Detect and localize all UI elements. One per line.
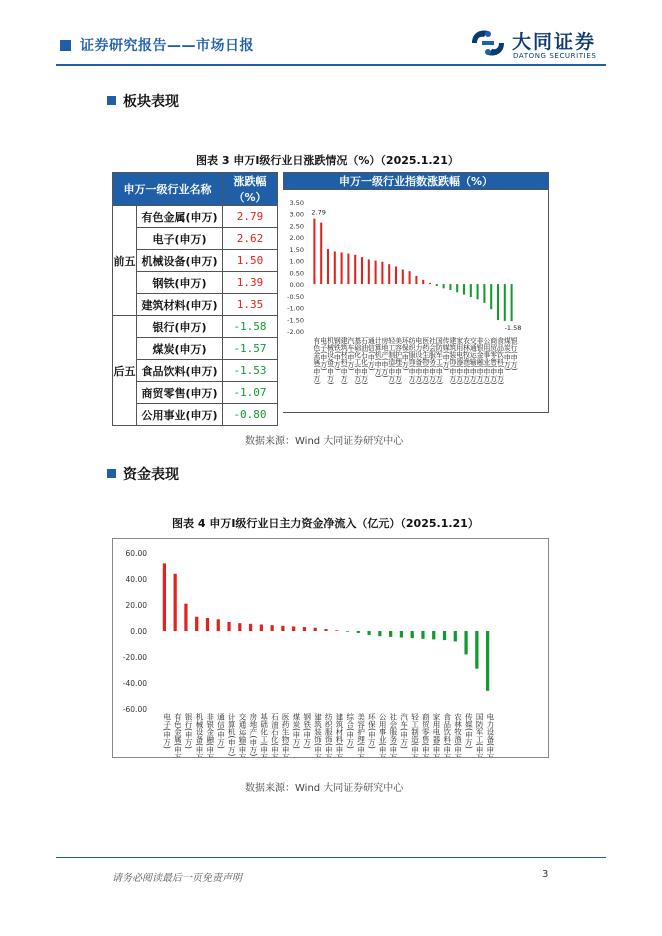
y-tick-label: -0.50 — [287, 292, 304, 301]
bar — [346, 631, 349, 632]
y-tick-label: 0.00 — [130, 627, 147, 636]
bar — [361, 257, 363, 284]
bar — [421, 631, 424, 639]
group-label-bottom5: 后五 — [113, 316, 137, 426]
category-label: 传媒(申万) — [442, 337, 451, 371]
table-row — [113, 272, 278, 294]
industry-change: 1.50 — [223, 250, 278, 272]
bar — [402, 270, 404, 285]
category-label: 商贸零售(申万) — [421, 713, 431, 757]
header-square-icon — [60, 40, 71, 51]
category-label: 综合(申万) — [345, 713, 355, 749]
category-label: 计算机(申万) — [374, 337, 383, 378]
industry-name: 银行(申万) — [137, 316, 223, 338]
category-label: 国防军工(申万) — [475, 713, 485, 757]
y-tick-label: 2.50 — [289, 222, 304, 231]
bar — [324, 629, 327, 631]
group-label-top5: 前五 — [113, 206, 137, 316]
bar — [327, 249, 329, 284]
industry-change: -1.58 — [223, 316, 278, 338]
industry-change: -1.53 — [223, 360, 278, 382]
bar — [422, 280, 424, 284]
category-label: 钢铁(申万) — [333, 337, 342, 371]
y-tick-label: 60.00 — [125, 549, 147, 558]
bar — [432, 631, 435, 639]
category-label: 社会服务(申万) — [428, 337, 437, 385]
table-row — [113, 404, 278, 426]
bar — [281, 626, 284, 631]
industry-change-chart — [283, 190, 548, 412]
figure4-source: 数据来源：Wind 大同证券研究中心 — [245, 783, 404, 794]
category-label: 非银金融(申万) — [476, 337, 485, 385]
bar — [486, 631, 489, 691]
category-label: 国防军工(申万) — [435, 337, 444, 385]
table-header-row — [113, 173, 278, 206]
category-label: 机械设备(申万) — [326, 337, 335, 385]
bar — [389, 631, 392, 637]
bar — [378, 631, 381, 636]
y-tick-label: -1.00 — [287, 304, 304, 313]
category-label: 公用事业(申万) — [482, 337, 491, 385]
category-label: 纺织服饰(申万) — [324, 713, 334, 757]
industry-name: 煤炭(申万) — [137, 338, 223, 360]
bar — [260, 625, 263, 632]
category-label: 电力设备(申万) — [485, 713, 495, 757]
section-title-sector: 板块表现 — [123, 94, 179, 110]
bar — [357, 631, 360, 633]
bar — [463, 284, 465, 295]
bar — [454, 631, 457, 641]
category-label: 电子(申万) — [162, 713, 172, 749]
category-label: 汽车(申万) — [346, 337, 355, 371]
page-number: 3 — [542, 869, 549, 880]
bar — [320, 223, 322, 284]
category-label: 基础化工(申万) — [353, 337, 362, 385]
section-square-icon — [107, 96, 116, 105]
section-square-icon — [107, 469, 116, 478]
y-tick-label: 20.00 — [125, 601, 147, 610]
bar — [174, 574, 177, 631]
bar — [409, 271, 411, 284]
report-header-title: 证券研究报告——市场日报 — [80, 38, 254, 54]
y-tick-label: 3.50 — [289, 199, 304, 207]
category-label: 医药生物(申万) — [281, 713, 291, 757]
category-label: 煤炭(申万) — [503, 337, 512, 371]
disclaimer-note: 请务必阅读最后一页免责声明 — [112, 873, 242, 884]
industry-name: 商贸零售(申万) — [137, 382, 223, 404]
category-label: 通信(申万) — [216, 713, 226, 749]
bar — [511, 284, 513, 321]
table-row — [113, 316, 278, 338]
bar — [443, 284, 445, 288]
category-label: 商贸零售(申万) — [489, 337, 498, 385]
bar — [415, 276, 417, 284]
bar — [271, 625, 274, 631]
category-label: 电力设备(申万) — [414, 337, 423, 385]
category-label: 银行(申万) — [510, 337, 519, 371]
bar — [347, 254, 349, 284]
category-label: 交通运输(申万) — [469, 337, 478, 385]
table-row — [113, 294, 278, 316]
category-label: 建筑装饰(申万) — [313, 713, 323, 757]
bar — [475, 631, 478, 669]
category-label: 石油石化(申万) — [270, 713, 280, 757]
category-label: 轻工制造(申万) — [410, 713, 420, 757]
bar — [464, 631, 467, 654]
y-tick-label: -2.00 — [287, 328, 304, 336]
category-label: 纺织服饰(申万) — [408, 337, 417, 385]
category-label: 钢铁(申万) — [302, 713, 312, 749]
bar — [303, 627, 306, 631]
data-label-first: 2.79 — [311, 208, 326, 217]
y-tick-label: 3.00 — [289, 210, 304, 219]
category-label: 美容护理(申万) — [356, 713, 366, 757]
bar — [367, 631, 370, 635]
bar — [400, 631, 403, 638]
bar — [314, 628, 317, 631]
bar — [368, 259, 370, 284]
category-label: 家用电器(申万) — [455, 337, 464, 385]
category-label: 轻工制造(申万) — [387, 337, 396, 385]
industry-change: 2.79 — [223, 206, 278, 228]
figure3-caption: 图表 3 申万Ⅰ级行业日涨跌情况（%）（2025.1.21） — [196, 154, 459, 167]
category-label: 交通运输(申万) — [238, 713, 248, 757]
category-label: 家用电器(申万) — [431, 713, 441, 757]
industry-name: 公用事业(申万) — [137, 404, 223, 426]
y-tick-label: 2.00 — [289, 234, 304, 243]
chart1-frame — [283, 190, 549, 413]
y-tick-label: -40.00 — [122, 679, 147, 688]
bar — [477, 284, 479, 299]
category-label: 有色金属(申万) — [173, 713, 183, 757]
y-tick-label: -20.00 — [122, 653, 147, 662]
table-row — [113, 382, 278, 404]
footer-rule — [56, 857, 606, 858]
bar — [443, 631, 446, 640]
bar — [483, 284, 485, 303]
table-row — [113, 250, 278, 272]
y-tick-label: 1.50 — [289, 245, 304, 254]
bar — [227, 622, 230, 631]
bar — [429, 283, 431, 284]
industry-change: -1.57 — [223, 338, 278, 360]
bar — [456, 284, 458, 292]
category-label: 环保(申万) — [401, 337, 410, 371]
header-rule — [56, 64, 606, 66]
logo-mark-icon — [466, 25, 510, 61]
bar — [334, 251, 336, 284]
figure4-caption: 图表 4 申万Ⅰ级行业日主力资金净流入（亿元）（2025.1.21） — [172, 517, 479, 530]
section-title-capital: 资金表现 — [123, 467, 179, 483]
industry-name: 建筑材料(申万) — [137, 294, 223, 316]
bar — [449, 284, 451, 290]
bar — [184, 604, 187, 631]
bar — [504, 284, 506, 321]
bar — [195, 617, 198, 631]
bar — [313, 219, 315, 284]
logo-english-name: DATONG SECURITIES — [513, 52, 597, 60]
category-label: 传媒(申万) — [464, 713, 474, 749]
bar — [354, 255, 356, 284]
bar — [388, 264, 390, 284]
y-tick-label: 0.00 — [289, 281, 304, 290]
industry-change: -0.80 — [223, 404, 278, 426]
category-label: 通信(申万) — [367, 337, 376, 371]
logo-name: 大同证券 — [512, 31, 597, 53]
bar — [470, 284, 472, 297]
bar — [249, 624, 252, 631]
bar — [163, 563, 166, 631]
category-label: 环保(申万) — [367, 713, 377, 749]
category-label: 医药生物(申万) — [421, 337, 430, 385]
category-label: 房地产(申万) — [248, 713, 258, 757]
bar — [375, 261, 377, 284]
category-label: 房地产(申万) — [380, 337, 389, 378]
category-label: 基础化工(申万) — [259, 713, 269, 757]
industry-change: 1.35 — [223, 294, 278, 316]
industry-name: 电子(申万) — [137, 228, 223, 250]
category-label: 有色金属(申万) — [312, 337, 321, 385]
category-label: 社会服务(申万) — [388, 713, 398, 757]
bar — [217, 619, 220, 631]
table-row — [113, 228, 278, 250]
bar — [335, 630, 338, 631]
industry-name: 钢铁(申万) — [137, 272, 223, 294]
chart1-header: 申万一级行业指数涨跌幅（%） — [283, 172, 549, 190]
data-label-last: -1.58 — [504, 324, 522, 333]
sector-performance-table — [112, 172, 278, 426]
figure3-source: 数据来源：Wind 大同证券研究中心 — [245, 436, 404, 447]
category-label: 电子(申万) — [319, 337, 328, 371]
category-label: 机械设备(申万) — [194, 713, 204, 757]
category-label: 汽车(申万) — [399, 713, 409, 749]
bar — [436, 284, 438, 286]
category-label: 石油石化(申万) — [360, 337, 369, 385]
table-row — [113, 206, 278, 228]
category-label: 美容护理(申万) — [394, 337, 403, 385]
category-label: 农林牧渔(申万) — [462, 337, 471, 385]
table-row — [113, 360, 278, 382]
industry-name: 有色金属(申万) — [137, 206, 223, 228]
industry-name: 食品饮料(申万) — [137, 360, 223, 382]
bar — [238, 623, 241, 631]
y-tick-label: -60.00 — [122, 705, 147, 714]
bar — [381, 262, 383, 284]
industry-change: 1.39 — [223, 272, 278, 294]
category-label: 建筑装饰(申万) — [448, 337, 457, 385]
bar — [497, 284, 499, 320]
industry-change: -1.07 — [223, 382, 278, 404]
capital-inflow-chart — [113, 539, 548, 757]
industry-name: 机械设备(申万) — [137, 250, 223, 272]
chart2-frame — [112, 538, 549, 758]
industry-change: 2.62 — [223, 228, 278, 250]
category-label: 银行(申万) — [184, 713, 194, 749]
y-tick-label: 40.00 — [125, 575, 147, 584]
col-header-change: 涨跌幅（%） — [223, 173, 278, 206]
bar — [206, 618, 209, 631]
category-label: 建筑材料(申万) — [340, 337, 349, 385]
category-label: 建筑材料(申万) — [335, 713, 345, 757]
y-tick-label: -1.50 — [287, 316, 304, 325]
category-label: 公用事业(申万) — [378, 713, 388, 757]
category-label: 食品饮料(申万) — [496, 337, 505, 385]
category-label: 计算机(申万) — [227, 713, 237, 757]
bar — [395, 267, 397, 285]
table-row — [113, 338, 278, 360]
category-label: 农林牧渔(申万) — [453, 713, 463, 757]
bar — [411, 631, 414, 638]
category-label: 食品饮料(申万) — [442, 713, 452, 757]
category-label: 非银金融(申万) — [205, 713, 215, 757]
bar — [292, 626, 295, 631]
y-tick-label: 0.50 — [289, 269, 304, 278]
bar — [490, 284, 492, 309]
y-tick-label: 1.00 — [289, 257, 304, 266]
bar — [341, 252, 343, 284]
col-header-name: 申万一级行业名称 — [113, 173, 223, 206]
category-label: 煤炭(申万) — [291, 713, 301, 749]
